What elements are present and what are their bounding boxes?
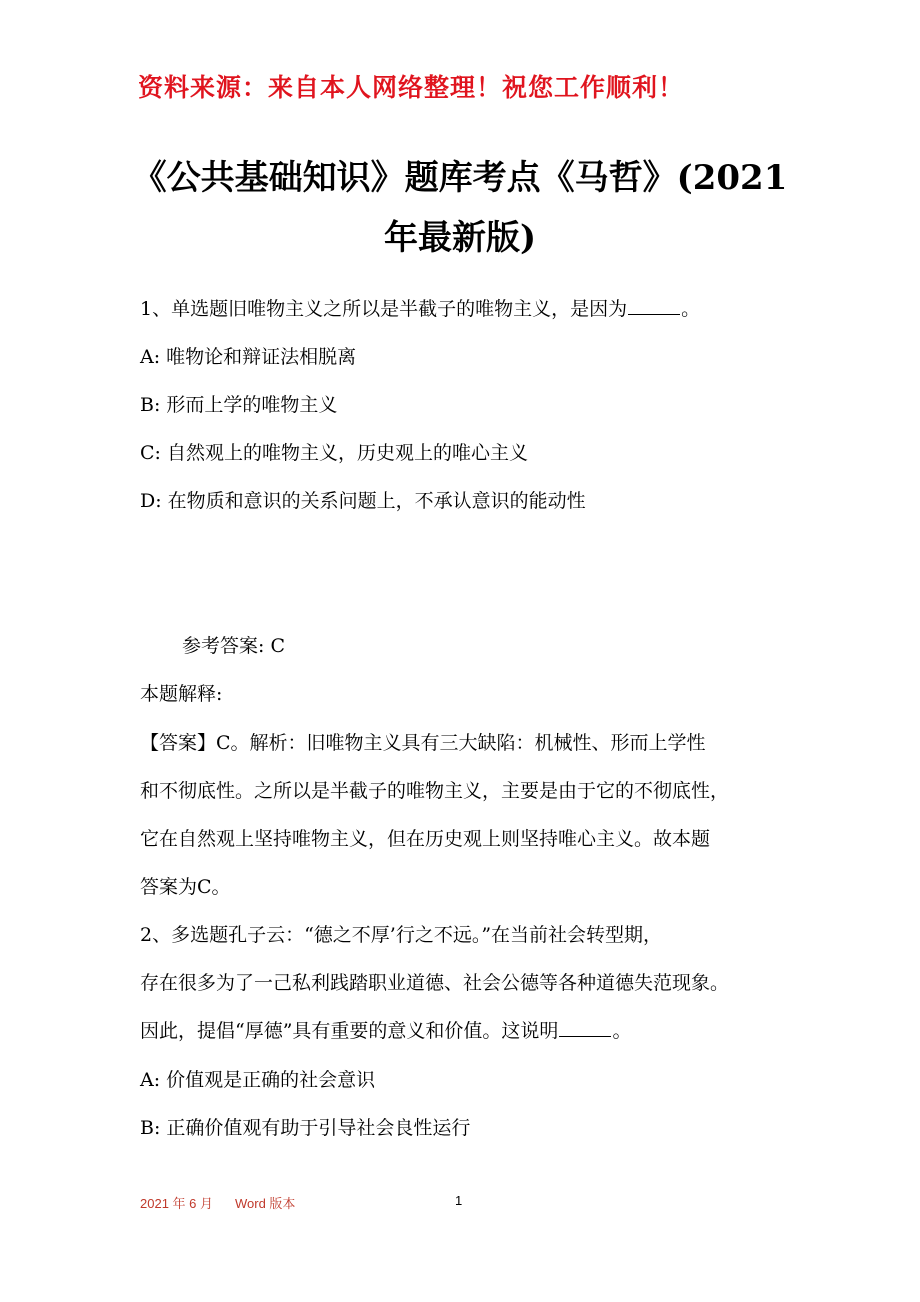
- question-1-explanation-line: 【答案】C。解析：旧唯物主义具有三大缺陷：机械性、形而上学性: [140, 732, 706, 754]
- footer-date: 2021 年 6 月: [140, 1196, 213, 1211]
- answer-blank: [628, 313, 680, 315]
- question-1-option-a: A: 唯物论和辩证法相脱离: [140, 346, 357, 368]
- document-title-line-2: 年最新版): [383, 218, 537, 258]
- question-1-explanation-line: 和不彻底性。之所以是半截子的唯物主义，主要是由于它的不彻底性，: [140, 780, 730, 802]
- question-2-stem-line: 因此，提倡“厚德”具有重要的意义和价值。这说明 。: [140, 1020, 632, 1042]
- question-2-stem-line: 2、多选题孔子云：“德之不厚’行之不远。”在当前社会转型期，: [140, 924, 663, 946]
- question-1-answer: 参考答案: C: [182, 635, 285, 657]
- question-1-option-b: B: 形而上学的唯物主义: [140, 394, 338, 416]
- question-1-explain-label: 本题解释:: [140, 683, 223, 705]
- question-1-explanation-line: 它在自然观上坚持唯物主义，但在历史观上则坚持唯心主义。故本题: [140, 828, 711, 850]
- source-banner: 资料来源：来自本人网络整理！祝您工作顺利！: [138, 73, 685, 102]
- question-2-stem-line: 存在很多为了一己私利践踏职业道德、社会公德等各种道德失范现象。: [140, 972, 730, 994]
- question-1-explanation-line: 答案为C。: [140, 876, 231, 898]
- question-2-option-a: A: 价值观是正确的社会意识: [140, 1069, 376, 1091]
- question-1-option-c: C: 自然观上的唯物主义，历史观上的唯心主义: [140, 442, 528, 464]
- answer-blank: [559, 1035, 611, 1037]
- question-2-option-b: B: 正确价值观有助于引导社会良性运行: [140, 1117, 471, 1139]
- footer-version: Word 版本: [235, 1196, 296, 1211]
- document-title-line-1: 《公共基础知识》题库考点《马哲》(2021: [132, 158, 788, 198]
- page-number: 1: [455, 1193, 463, 1208]
- footer-info: [140, 1193, 295, 1212]
- question-1-stem: 1、单选题旧唯物主义之所以是半截子的唯物主义，是因为 。: [140, 298, 701, 320]
- question-1-option-d: D: 在物质和意识的关系问题上，不承认意识的能动性: [140, 490, 586, 512]
